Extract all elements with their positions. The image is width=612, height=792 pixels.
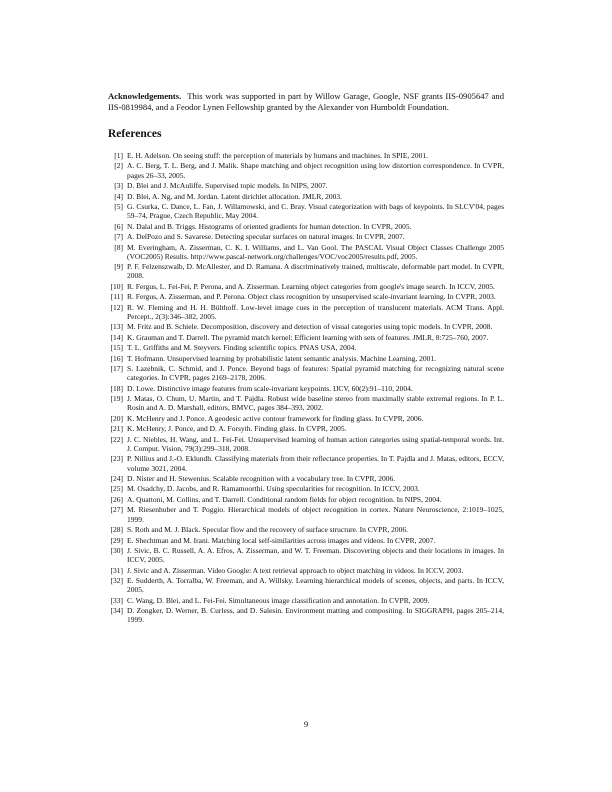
reference-number: [18] — [110, 383, 123, 393]
reference-number: [13] — [110, 322, 123, 332]
reference-item — [108, 364, 504, 382]
reference-text: M. Everingham, A. Zisserman, C. K. I. Williams, and L. Van Gool. The PASCAL Visual Object Classes Challenge 2005 (VOC2005) Results. http://www.pascal-network.org/challenges/VOC/voc2005/results.pdf, 2005. — [127, 242, 504, 261]
reference-number: [9] — [114, 262, 123, 272]
reference-text: J. C. Niebles, H. Wang, and L. Fei-Fei. Unsupervised learning of human action categories using spatial-temporal words. Int. J. Comput. Vision, 79(3):299–318, 2008. — [127, 434, 504, 453]
acknowledgements-heading: Acknowledgements. — [108, 90, 182, 101]
reference-item — [108, 384, 504, 393]
reference-text: K. Grauman and T. Darrell. The pyramid match kernel: Efficient learning with sets of features. JMLR, 8:725–760, 2007. — [127, 332, 489, 342]
reference-item — [108, 192, 504, 201]
reference-item — [108, 474, 504, 483]
reference-item — [108, 322, 504, 331]
reference-list — [108, 151, 504, 626]
reference-item — [108, 354, 504, 363]
reference-text: E. Shechtman and M. Irani. Matching local self-similarities across images and videos. In CVPR, 2007. — [127, 535, 436, 545]
reference-number: [15] — [110, 343, 123, 353]
reference-text: A. C. Berg, T. L. Berg, and J. Malik. Shape matching and object recognition using low distortion correspondence. In CVPR, pages 26–33, 2005. — [127, 161, 504, 180]
reference-item — [108, 435, 504, 453]
reference-text: D. Blei, A. Ng, and M. Jordan. Latent dirichlet allocation. JMLR, 2003. — [127, 191, 342, 201]
reference-text: K. McHenry, J. Ponce, and D. A. Forsyth. Finding glass. In CVPR, 2005. — [127, 424, 347, 434]
reference-text: C. Wang, D. Blei, and L. Fei-Fei. Simultaneous image classification and annotation. In CVPR, 2009. — [127, 595, 430, 605]
reference-number: [21] — [110, 424, 123, 434]
reference-text: G. Csurka, C. Dance, L. Fan, J. Willamowski, and C. Bray. Visual categorization with bags of keypoints. In SLCV'04, pages 59–74, Prague, Czech Republic, May 2004. — [127, 202, 504, 221]
reference-item — [108, 495, 504, 504]
reference-text: P. Nillius and J.-O. Eklundh. Classifying materials from their reflectance properties. In T. Pajdla and J. Matas, editors, ECCV, volume 3021, 2004. — [127, 454, 504, 473]
acknowledgements-paragraph — [108, 91, 504, 114]
reference-text: J. Sivic and A. Zisserman. Video Google: A text retrieval approach to object matching in videos. In ICCV, 2003. — [127, 565, 464, 575]
reference-text: M. Fritz and B. Schiele. Decomposition, discovery and detection of visual categories using topic models. In CVPR, 2008. — [127, 322, 493, 332]
reference-item — [108, 525, 504, 534]
reference-number: [2] — [114, 161, 123, 171]
page-number: 9 — [303, 719, 309, 729]
reference-text: T. Hofmann. Unsupervised learning by probabilistic latent semantic analysis. Machine Learning, 2001. — [127, 353, 436, 363]
reference-text: K. McHenry and J. Ponce. A geodesic active contour framework for finding glass. In CVPR, 2006. — [127, 413, 424, 423]
reference-number: [20] — [110, 413, 123, 423]
reference-item — [108, 333, 504, 342]
reference-item — [108, 343, 504, 352]
reference-text: R. W. Fleming and H. H. Bülthoff. Low-level image cues in the perception of translucent materials. ACM Trans. Appl. Percept., 2(3):346–382, 2005. — [127, 302, 504, 321]
reference-number: [17] — [110, 364, 123, 374]
reference-number: [22] — [110, 434, 123, 444]
reference-text: R. Fergus, A. Zisserman, and P. Perona. Object class recognition by unsupervised scale-invariant learning. In CVPR, 2003. — [127, 292, 496, 302]
reference-text: E. H. Adelson. On seeing stuff: the perception of materials by humans and machines. In SPIE, 2001. — [127, 151, 429, 160]
reference-item — [108, 161, 504, 179]
reference-text: A. DelPozo and S. Savarese. Detecting specular surfaces on natural images. In CVPR, 2007. — [127, 232, 405, 242]
references-title: References — [108, 128, 162, 140]
reference-number: [32] — [110, 576, 123, 586]
reference-item — [108, 454, 504, 472]
reference-text: P. F. Felzenszwalb, D. McAllester, and D. Ramana. A discriminatively trained, multiscale, deformable part model. In CVPR, 2008. — [127, 262, 504, 281]
reference-item — [108, 262, 504, 280]
reference-item — [108, 222, 504, 231]
reference-text: R. Fergus, L. Fei-Fei, P. Perona, and A. Zisserman. Learning object categories from google's image search. In ICCV, 2005. — [127, 281, 495, 291]
reference-item — [108, 566, 504, 575]
reference-text: S. Roth and M. J. Black. Specular flow and the recovery of surface structure. In CVPR, 2006. — [127, 525, 408, 535]
reference-item — [108, 243, 504, 261]
reference-item — [108, 576, 504, 594]
reference-number: [24] — [110, 473, 123, 483]
reference-item — [108, 394, 504, 412]
reference-number: [25] — [110, 484, 123, 494]
reference-item — [108, 596, 504, 605]
reference-number: [30] — [110, 545, 123, 555]
reference-number: [29] — [110, 535, 123, 545]
reference-number: [11] — [110, 292, 123, 302]
reference-item — [108, 232, 504, 241]
reference-number: [27] — [110, 505, 123, 515]
reference-item — [108, 292, 504, 301]
reference-number: [16] — [110, 353, 123, 363]
reference-item — [108, 424, 504, 433]
reference-text: D. Nister and H. Stewenius. Scalable recognition with a vocabulary tree. In CVPR, 2006. — [127, 473, 396, 483]
reference-item — [108, 505, 504, 523]
reference-number: [33] — [110, 595, 123, 605]
reference-item — [108, 484, 504, 493]
reference-item — [108, 202, 504, 220]
reference-text: N. Dalal and B. Triggs. Histograms of oriented gradients for human detection. In CVPR, 2005. — [127, 221, 412, 231]
reference-number: [28] — [110, 525, 123, 535]
reference-number: [4] — [114, 191, 123, 201]
reference-text: E. Sudderth, A. Torralba, W. Freeman, and A. Willsky. Learning hierarchical models of scenes, objects, and parts. In ICCV, 2005. — [127, 576, 504, 595]
reference-item — [108, 536, 504, 545]
reference-text: A. Quattoni, M. Collins, and T. Darrell. Conditional random fields for object recognition. In NIPS, 2004. — [127, 494, 442, 504]
reference-item — [108, 303, 504, 321]
reference-text: M. Osadchy, D. Jacobs, and R. Ramamoorthi. Using specularities for recognition. In ICCV, 2003. — [127, 484, 420, 494]
reference-number: [6] — [114, 221, 123, 231]
reference-item — [108, 546, 504, 564]
reference-item — [108, 181, 504, 190]
reference-item — [108, 414, 504, 423]
reference-number: [31] — [110, 565, 123, 575]
reference-number: [23] — [110, 454, 123, 464]
reference-number: [5] — [114, 202, 123, 212]
reference-text: T. L. Griffiths and M. Steyvers. Finding scientific topics. PNAS USA, 2004. — [127, 343, 357, 353]
reference-number: [10] — [110, 281, 123, 291]
reference-item — [108, 282, 504, 291]
reference-text: M. Riesenhuber and T. Poggio. Hierarchical models of object recognition in cortex. Nature Neuroscience, 2:1019–1025, 1999. — [127, 505, 504, 524]
reference-number: [19] — [110, 394, 123, 404]
reference-text: J. Sivic, B. C. Russell, A. A. Efros, A. Zisserman, and W. T. Freeman. Discovering objects and their locations in images. In ICCV, 2005. — [127, 545, 504, 565]
acknowledgements-text: This work was supported in part by Willow Garage, Google, NSF grants IIS-0905647 and IIS-0819984, and a Feodor Lynen Fellowship granted by the Alexander von Humboldt Foundation. — [108, 90, 504, 112]
reference-number: [7] — [114, 232, 123, 242]
reference-text: D. Lowe. Distinctive image features from scale-invariant keypoints. IJCV, 60(2):91–110, 2004. — [127, 383, 413, 393]
reference-text: S. Lazebnik, C. Schmid, and J. Ponce. Beyond bags of features: Spatial pyramid matching for recognizing natural scene categories. In CVPR, pages 2169–2178, 2006. — [127, 364, 504, 383]
reference-number: [8] — [114, 242, 123, 252]
reference-number: [34] — [110, 606, 123, 616]
reference-item — [108, 151, 504, 160]
reference-number: [14] — [110, 332, 123, 342]
reference-text: J. Matas, O. Chum, U. Martin, and T. Pajdla. Robust wide baseline stereo from maximally stable extremal regions. In P. L. Rosin and A. D. Marshall, editors, BMVC, pages 384–393, 2002. — [127, 394, 504, 413]
reference-text: D. Zongker, D. Werner, B. Curless, and D. Salesin. Environment matting and compositing. In SIGGRAPH, pages 205–214, 1999. — [127, 606, 504, 625]
reference-number: [26] — [110, 494, 123, 504]
reference-number: [1] — [114, 151, 123, 160]
reference-number: [12] — [110, 302, 123, 312]
reference-item — [108, 606, 504, 624]
reference-text: D. Blei and J. McAuliffe. Supervised topic models. In NIPS, 2007. — [127, 181, 328, 191]
reference-number: [3] — [114, 181, 123, 191]
